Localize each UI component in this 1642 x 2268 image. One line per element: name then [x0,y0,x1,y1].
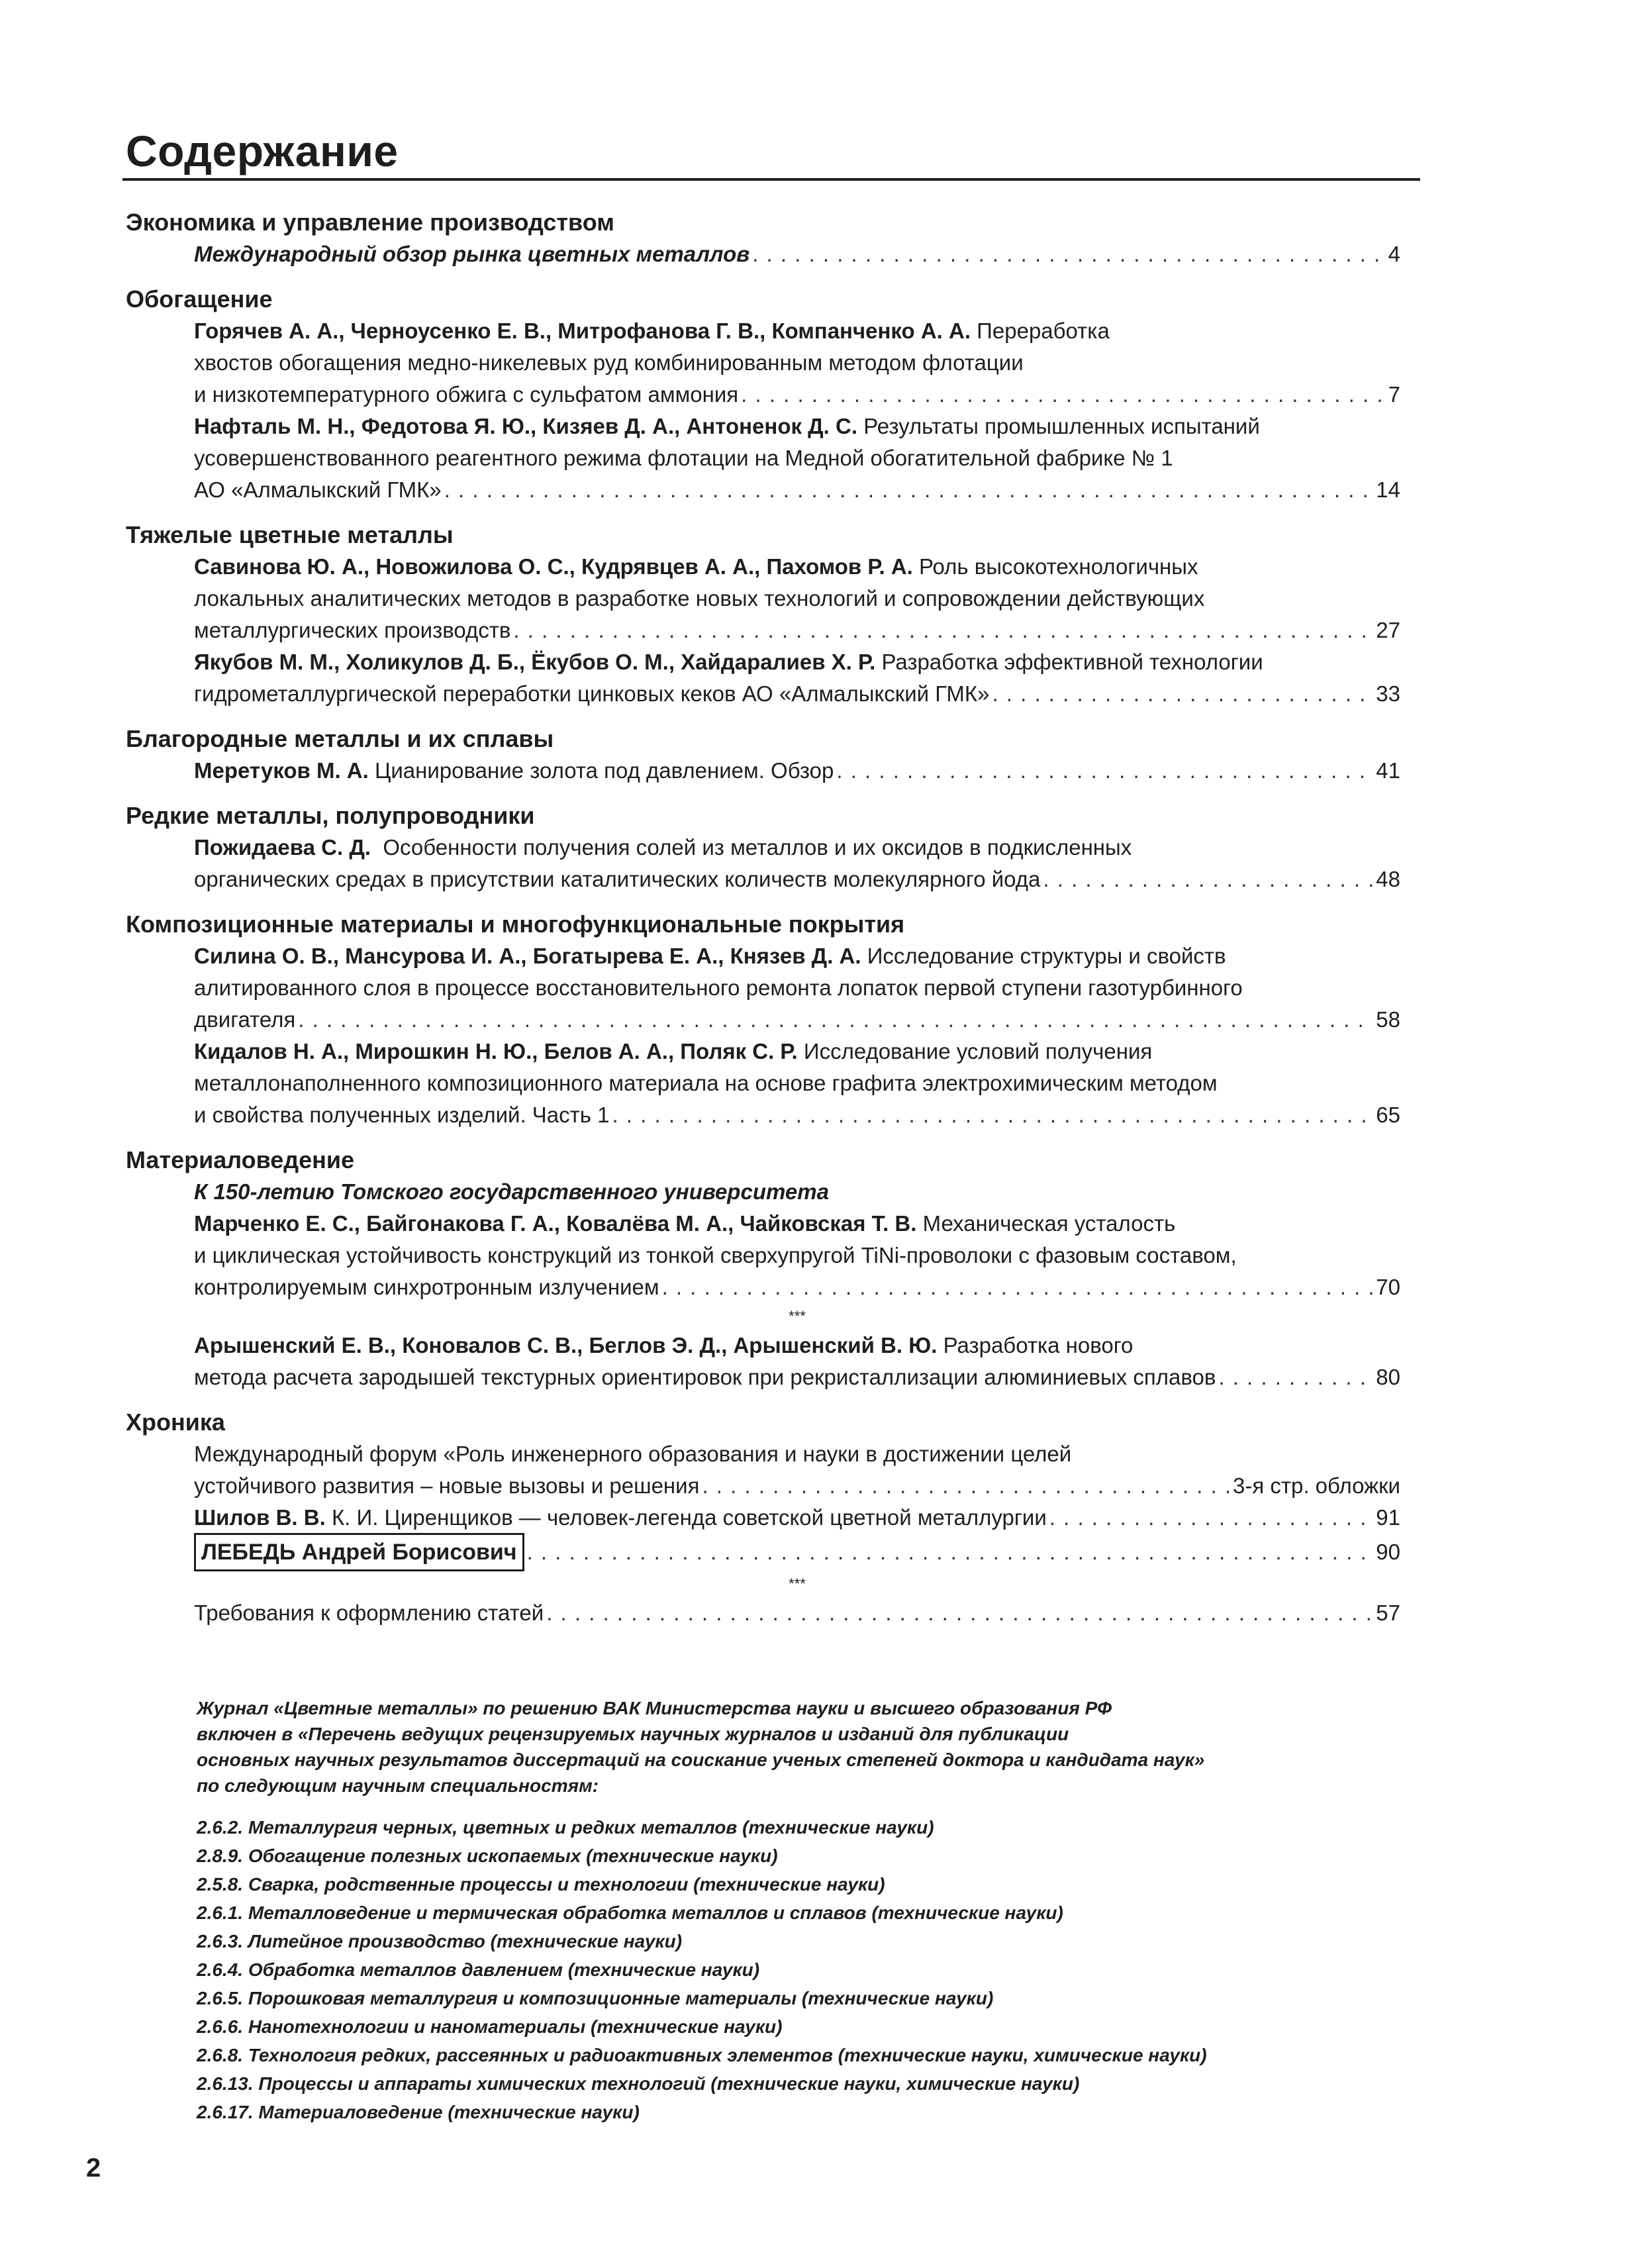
specialty-item: 2.6.1. Металловедение и термическая обработка металлов и сплавов (технические науки) [197,1902,1063,1923]
page-ref[interactable]: 7 [1388,382,1400,407]
entry-title-cont[interactable]: усовершенствованного реагентного режима флотации на Медной обогатительной фабрике № 1 [194,446,1173,470]
toc-section [126,723,1400,787]
entry-title-cont[interactable]: алитированного слоя в процессе восстановительного ремонта лопаток первой ступени газотурбинного [194,975,1243,1000]
entry-title-cont[interactable]: устойчивого развития – новые вызовы и решения [194,1473,700,1498]
entry-authors: Горячев А. А., Черноусенко Е. В., Митрофанова Г. В., Компанченко А. А. [194,319,971,343]
section-title: Хроника [126,1408,225,1436]
toc-entry[interactable] [126,411,1400,506]
toc-entry[interactable] [126,1438,1400,1502]
note-line: по следующим научным специальностям: [197,1775,599,1796]
entry-authors: Арышенский Е. В., Коновалов С. В., Беглов Э. Д., Арышенский В. Ю. [194,1333,938,1357]
section-title: Тяжелые цветные металлы [126,521,454,548]
entry-authors: Меретуков М. А. [194,758,369,783]
section-title: Материаловедение [126,1146,355,1173]
toc-subheading-wrap [126,1176,1400,1208]
title-divider [122,178,1420,181]
entry-authors: Марченко Е. С., Байгонакова Г. А., Ковалёва М. А., Чайковская Т. В. [194,1211,917,1236]
toc-subheading: К 150-летию Томского государственного университета [194,1179,829,1204]
specialty-item: 2.5.8. Сварка, родственные процессы и технологии (технические науки) [197,1874,885,1895]
entry-authors: Якубов М. М., Холикулов Д. Б., Ёкубов О. М., Хайдаралиев Х. Р. [194,650,876,674]
leader-dots [513,615,1373,646]
page-ref[interactable]: 4 [1388,242,1400,266]
entry-authors: Пожидаева С. Д. [194,835,371,860]
toc-entry-memoriam[interactable] [126,1534,1400,1571]
leader-dots [546,1597,1373,1629]
note-line: включен в «Перечень ведущих рецензируемых научных журналов и изданий для публикации [197,1724,1069,1744]
entry-title-cont[interactable]: хвостов обогащения медно-никелевых руд комбинированным методом флотации [194,350,1024,375]
toc-entry[interactable] [126,1330,1400,1393]
page-ref[interactable]: 57 [1376,1601,1400,1625]
specialty-item: 2.6.13. Процессы и аппараты химических технологий (технические науки, химические науки) [197,2073,1080,2094]
leader-dots [992,678,1373,710]
entry-authors: Савинова Ю. А., Новожилова О. С., Кудрявцев А. А., Пахомов Р. А. [194,554,913,579]
toc-section [126,207,1400,270]
leader-dots [1218,1361,1373,1393]
entry-title[interactable]: Результаты промышленных испытаний [863,414,1260,438]
entry-title[interactable]: Международный форум «Роль инженерного образования и науки в достижении целей [194,1442,1072,1466]
section-title: Экономика и управление производством [126,209,614,236]
entry-title[interactable]: Особенности получения солей из металлов и их оксидов в подкисленных [383,835,1132,860]
entry-title[interactable]: Исследование структуры и свойств [867,944,1226,968]
entry-title[interactable]: Международный обзор рынка цветных металлов [194,242,750,266]
leader-dots [612,1099,1373,1131]
entry-authors: Шилов В. В. [194,1505,326,1530]
section-title: Композиционные материалы и многофункциональные покрытия [126,911,905,938]
section-title: Обогащение [126,285,273,313]
page-ref[interactable]: 3-я стр. обложки [1232,1473,1400,1498]
entry-title-cont[interactable]: металлургических производств [194,618,511,642]
specialty-item: 2.6.6. Нанотехнологии и наноматериалы (технические науки) [197,2016,783,2037]
toc-entry[interactable] [126,940,1400,1036]
leader-dots [298,1004,1373,1036]
leader-dots [444,474,1374,506]
leader-dots [662,1271,1374,1303]
entry-title-cont[interactable]: металлонаполненного композиционного материала на основе графита электрохимическим методом [194,1071,1218,1095]
entry-title-cont[interactable]: АО «Алмалыкский ГМК» [194,477,442,502]
separator-stars: *** [789,1308,806,1324]
leader-dots [1043,863,1373,895]
page-ref[interactable]: 80 [1376,1365,1400,1389]
page-ref[interactable]: 41 [1376,758,1400,783]
page-ref[interactable]: 48 [1376,867,1400,891]
toc-section [126,1406,1400,1629]
entry-title[interactable]: Требования к оформлению статей [194,1601,544,1625]
toc-section [126,909,1400,1131]
specialty-item: 2.6.8. Технология редких, рассеянных и радиоактивных элементов (технические науки, химические науки) [197,2045,1207,2065]
entry-title-cont[interactable]: органических средах в присутствии каталитических количеств молекулярного йода [194,867,1041,891]
entry-title[interactable]: Цианирование золота под давлением. Обзор [374,758,834,783]
entry-title[interactable]: Разработка эффективной технологии [881,650,1263,674]
leader-dots [752,238,1385,270]
memoriam-name-box[interactable]: ЛЕБЕДЬ Андрей Борисович [194,1533,524,1571]
entry-title[interactable]: К. И. Циренщиков — человек-легенда советской цветной металлургии [331,1505,1047,1530]
leader-dots [702,1470,1230,1502]
page-ref[interactable]: 33 [1376,681,1400,706]
page-ref[interactable]: 58 [1376,1007,1400,1032]
specialty-item: 2.6.4. Обработка металлов давлением (технические науки) [197,1959,760,1980]
toc-section [126,283,1400,506]
entry-title[interactable]: Разработка нового [943,1333,1134,1357]
entry-authors: Нафталь М. Н., Федотова Я. Ю., Кизяев Д. А., Антоненок Д. С. [194,414,858,438]
leader-dots [527,1536,1374,1568]
specialty-item: 2.6.17. Материаловедение (технические науки) [197,2102,640,2122]
entry-title-cont[interactable]: двигателя [194,1007,296,1032]
leader-dots [741,379,1385,411]
leader-dots [1049,1502,1373,1534]
page-ref[interactable]: 14 [1376,477,1400,502]
entry-title-cont[interactable]: метода расчета зародышей текстурных ориентировок при рекристаллизации алюминиевых сплавов [194,1365,1216,1389]
entry-authors: Силина О. В., Мансурова И. А., Богатырева Е. А., Князев Д. А. [194,944,861,968]
toc-section [126,519,1400,710]
page-ref[interactable]: 90 [1376,1540,1400,1564]
entry-title-cont[interactable]: гидрометаллургической переработки цинковых кеков АО «Алмалыкский ГМК» [194,681,990,706]
page-number: 2 [86,2153,101,2183]
page-ref[interactable]: 70 [1376,1275,1400,1299]
specialty-item: 2.6.3. Литейное производство (технические науки) [197,1931,683,1951]
vak-note [197,1695,1388,2126]
toc-entry[interactable] [126,755,1400,787]
specialties-list [197,1813,1388,2126]
entry-authors: Кидалов Н. А., Мирошкин Н. Ю., Белов А. А., Поляк С. Р. [194,1039,798,1063]
entry-title[interactable]: Роль высокотехнологичных [918,554,1198,579]
toc-entry[interactable] [126,646,1400,710]
entry-title-cont[interactable]: контролируемым синхротронным излучением [194,1275,659,1299]
page-ref[interactable]: 27 [1376,618,1400,642]
page-ref[interactable]: 65 [1376,1103,1400,1127]
toc-entry[interactable] [126,832,1400,895]
toc-entry[interactable] [126,1502,1400,1534]
toc-entry[interactable] [126,315,1400,411]
entry-title[interactable]: Переработка [977,319,1110,343]
section-title: Благородные металлы и их сплавы [126,725,554,752]
toc-entry[interactable] [126,1036,1400,1131]
specialty-item: 2.6.2. Металлургия черных, цветных и редких металлов (технические науки) [197,1817,934,1838]
section-title: Редкие металлы, полупроводники [126,802,535,829]
page-title: Содержание [126,126,399,175]
entry-title[interactable]: Исследование условий получения [803,1039,1153,1063]
leader-dots [836,755,1373,787]
specialty-item: 2.8.9. Обогащение полезных ископаемых (технические науки) [197,1846,778,1866]
entry-title-cont[interactable]: и свойства полученных изделий. Часть 1 [194,1103,610,1127]
toc-section [126,800,1400,895]
separator-stars: *** [789,1575,806,1592]
note-line: Журнал «Цветные металлы» по решению ВАК Министерства науки и высшего образования РФ [197,1698,1112,1718]
entry-title-cont[interactable]: и циклическая устойчивость конструкций из тонкой сверхупругой TiNi-проволоки с фазовым составом, [194,1243,1237,1267]
toc-entry[interactable] [126,238,1400,270]
note-line: основных научных результатов диссертаций на соискание ученых степеней доктора и кандидата наук» [197,1750,1205,1770]
toc-entry[interactable] [126,1208,1400,1303]
table-of-contents [126,207,1400,1629]
toc-entry[interactable] [126,1597,1400,1629]
toc-section [126,1144,1400,1393]
entry-title-cont[interactable]: и низкотемпературного обжига с сульфатом аммония [194,382,739,407]
specialty-item: 2.6.5. Порошковая металлургия и композиционные материалы (технические науки) [197,1988,994,2008]
toc-entry[interactable] [126,551,1400,646]
entry-title-cont[interactable]: локальных аналитических методов в разработке новых технологий и сопровождении действующих [194,586,1205,611]
entry-title[interactable]: Механическая усталость [922,1211,1176,1236]
page-ref[interactable]: 91 [1376,1505,1400,1530]
